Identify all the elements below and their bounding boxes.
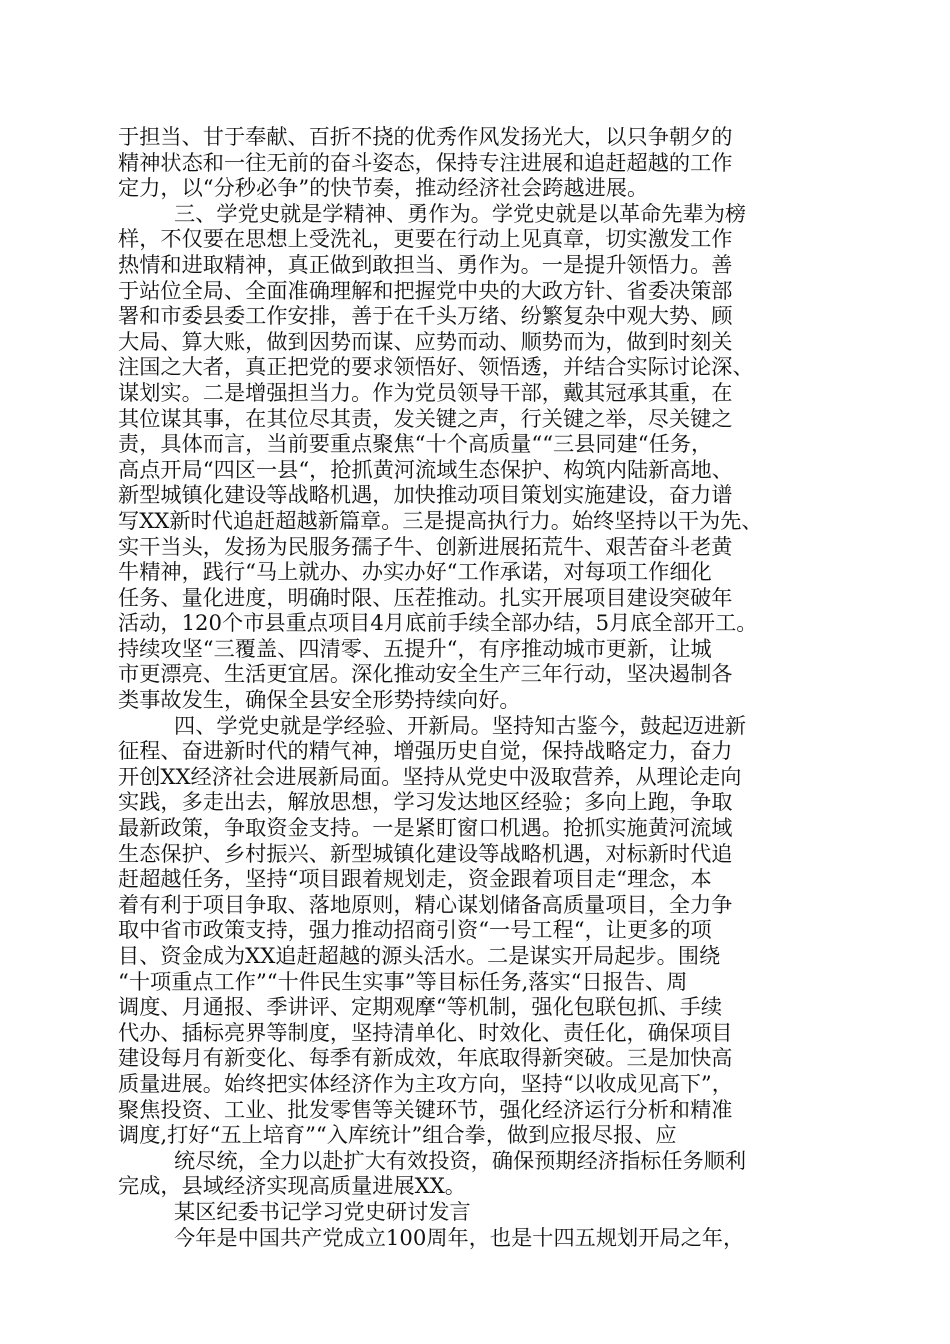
text-line: 目、资金成为XX追赶超越的源头活水。二是谋实开局起步。围绕 bbox=[118, 943, 721, 968]
text-line: 四、学党史就是学经验、开新局。坚持知古鉴今，鼓起迈进新 bbox=[174, 712, 747, 738]
text-line: 质量进展。始终把实体经济作为主攻方向，坚持“以收成见高下”， bbox=[118, 1070, 733, 1096]
text-line: 高点开局“四区一县“，抢抓黄河流域生态保护、构筑内陆新高地、 bbox=[118, 456, 733, 482]
text-line: 征程、奋进新时代的精气神，增强历史自觉，保持战略定力，奋力 bbox=[118, 738, 733, 764]
text-line: 牛精神，践行“马上就办、办实办好“工作承诺，对每项工作细化 bbox=[118, 559, 712, 585]
document-body bbox=[118, 124, 832, 1250]
text-line: 注国之大者，真正把党的要求领悟好、领悟透，并结合实际讨论深、 bbox=[118, 354, 754, 380]
text-line: 定力，以“分秒必争”的快节奏，推动经济社会跨越进展。 bbox=[118, 175, 649, 201]
text-line: 最新政策，争取资金支持。一是紧盯窗口机遇。抢抓实施黄河流域 bbox=[118, 815, 733, 841]
text-line: 样，不仅要在思想上受洗礼，更要在行动上见真章，切实激发工作 bbox=[118, 226, 733, 252]
text-line: 实践，多走出去，解放思想，学习发达地区经验；多向上跑，争取 bbox=[118, 789, 733, 815]
text-line: 热情和进取精神，真正做到敢担当、勇作为。一是提升领悟力。善 bbox=[118, 251, 733, 277]
text-line: 活动，120个市县重点项目4月底前手续全部办结，5月底全部开工。 bbox=[118, 610, 758, 636]
text-line: 建设每月有新变化、每季有新成效，年底取得新突破。三是加快高 bbox=[118, 1045, 733, 1071]
text-line: 实干当头，发扬为民服务孺子牛、创新进展拓荒牛、艰苦奋斗老黄 bbox=[118, 533, 733, 559]
text-line: “十项重点工作”“十件民生实事”等目标任务,落实“日报告、周 bbox=[118, 968, 688, 994]
text-line: 于站位全局、全面准确理解和把握党中央的大政方针、省委决策部 bbox=[118, 277, 733, 303]
text-line: 完成，县域经济实现高质量进展XX。 bbox=[118, 1173, 466, 1199]
text-line: 三、学党史就是学精神、勇作为。学党史就是以革命先辈为榜 bbox=[174, 200, 747, 226]
text-line: 取中省市政策支持，强力推动招商引资“一号工程“，让更多的项 bbox=[118, 917, 712, 943]
text-line: 类事故发生，确保全县安全形势持续向好。 bbox=[118, 687, 521, 713]
text-line: 署和市委县委工作安排，善于在千头万绪、纷繁复杂中观大势、顾 bbox=[118, 303, 733, 329]
text-line: 于担当、甘于奉献、百折不挠的优秀作风发扬光大，以只争朝夕的 bbox=[118, 124, 733, 149]
text-line: 调度,打好“五上培育”“入库统计”组合拳，做到应报尽报、应 bbox=[118, 1122, 677, 1148]
text-line: 写XX新时代追赶超越新篇章。三是提高执行力。始终坚持以干为先、 bbox=[118, 507, 763, 533]
text-line: 责，具体而言，当前要重点聚焦“十个高质量““三县同建“任务， bbox=[118, 431, 713, 457]
text-line: 持续攻坚“三覆盖、四清零、五提升“，有序推动城市更新，让城 bbox=[118, 635, 712, 661]
text-line: 新型城镇化建设等战略机遇，加快推动项目策划实施建设，奋力谱 bbox=[118, 482, 733, 508]
text-line: 今年是中国共产党成立100周年，也是十四五规划开局之年， bbox=[174, 1224, 745, 1250]
text-line: 开创XX经济社会进展新局面。坚持从党史中汲取营养，从理论走向 bbox=[118, 763, 742, 789]
text-line: 着有利于项目争取、落地原则，精心谋划储备高质量项目，全力争 bbox=[118, 891, 733, 917]
text-line: 统尽统，全力以赴扩大有效投资，确保预期经济指标任务顺利 bbox=[174, 1147, 747, 1173]
text-line: 谋划实。二是增强担当力。作为党员领导干部，戴其冠承其重，在 bbox=[118, 379, 733, 405]
text-line: 赶超越任务，坚持“项目跟着规划走，资金跟着项目走“理念，本 bbox=[118, 866, 712, 892]
text-line: 调度、月通报、季讲评、定期观摩“等机制，强化包联包抓、手续 bbox=[118, 994, 723, 1020]
text-line: 生态保护、乡村振兴、新型城镇化建设等战略机遇，对标新时代追 bbox=[118, 840, 733, 866]
text-line: 代办、插标亮界等制度，坚持清单化、时效化、责任化，确保项目 bbox=[118, 1019, 733, 1045]
text-line: 大局、算大账，做到因势而谋、应势而动、顺势而为，做到时刻关 bbox=[118, 328, 733, 354]
text-line: 任务、量化进度，明确时限、压茬推动。扎实开展项目建设突破年 bbox=[118, 584, 733, 610]
text-line: 其位谋其事，在其位尽其责，发关键之声，行关键之举，尽关键之 bbox=[118, 405, 733, 431]
text-line: 精神状态和一往无前的奋斗姿态，保持专注进展和追赶超越的工作 bbox=[118, 149, 733, 175]
text-line: 某区纪委书记学习党史研讨发言 bbox=[174, 1198, 471, 1224]
text-line: 市更漂亮、生活更宜居。深化推动安全生产三年行动，坚决遏制各 bbox=[118, 661, 733, 687]
text-line: 聚焦投资、工业、批发零售等关键环节，强化经济运行分析和精准 bbox=[118, 1096, 733, 1122]
